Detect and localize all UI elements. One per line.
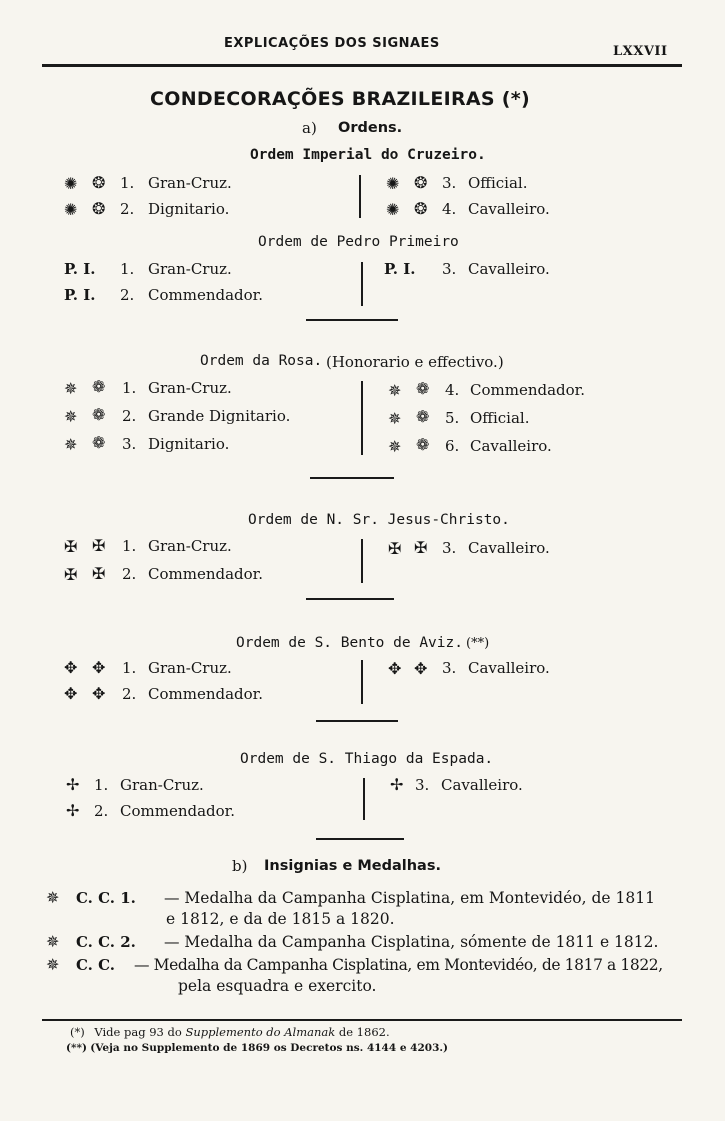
thiago-label-2: Commendador. (120, 802, 235, 820)
aviz-num-2: 2. (122, 685, 137, 703)
cruzeiro-label-3: Official. (468, 174, 528, 192)
section-b-letter: b) (232, 857, 248, 875)
cruzeiro-label-1: Gran-Cruz. (148, 174, 232, 192)
pedro-num-1: 1. (120, 260, 135, 278)
cruzeiro-label-4: Cavalleiro. (468, 200, 550, 218)
aviz-cross-icon: ✥ (64, 658, 78, 677)
rosa-num-3: 3. (122, 435, 137, 453)
rose-star-icon: ✵ (388, 381, 402, 400)
rose-badge-icon: ❁ (416, 379, 430, 398)
pedro-title: Ordem de Pedro Primeiro (258, 234, 459, 250)
cruzeiro-medal-icon: ❂ (92, 199, 106, 218)
pedro-abbr: P. I. (64, 260, 96, 278)
footnote-1-italic: Supplemento do Almanak (185, 1025, 336, 1039)
christ-cross-icon: ✠ (388, 539, 402, 558)
sword-cross-icon: ✢ (66, 775, 80, 794)
section-b-heading: Insignias e Medalhas. (264, 858, 441, 874)
medal-code-3: C. C. (76, 956, 116, 974)
column-divider (361, 262, 363, 306)
christo-label-1: Gran-Cruz. (148, 537, 232, 555)
cruzeiro-title: Ordem Imperial do Cruzeiro. (250, 147, 486, 163)
aviz-label-2: Commendador. (148, 685, 263, 703)
aviz-num-3: 3. (442, 659, 457, 677)
medal-desc-3: — Medalha da Campanha Cisplatina, em Montevidéo, de 1817 a 1822, (134, 956, 663, 974)
header-rule (42, 64, 682, 67)
rosa-label-6: Cavalleiro. (470, 437, 552, 455)
page-title: CONDECORAÇÕES BRAZILEIRAS (*) (150, 88, 531, 110)
aviz-num-1: 1. (122, 659, 137, 677)
aviz-cross-icon: ✥ (92, 684, 106, 703)
medal-cross-icon: ✵ (46, 932, 60, 951)
cruzeiro-medal-icon: ❂ (414, 173, 428, 192)
section-rule (306, 598, 394, 600)
rosa-label-2: Grande Dignitario. (148, 407, 291, 425)
cruzeiro-star-icon: ✺ (386, 200, 400, 219)
christ-cross-icon: ✠ (64, 537, 78, 556)
medal-desc-1: — Medalha da Campanha Cisplatina, em Montevidéo, de 1811 (164, 889, 655, 907)
pedro-abbr: P. I. (384, 260, 416, 278)
thiago-num-3: 3. (415, 776, 430, 794)
christo-label-2: Commendador. (148, 565, 263, 583)
aviz-title: Ordem de S. Bento de Aviz. (236, 635, 463, 651)
footnote-1-pre: Vide pag 93 do (94, 1025, 182, 1039)
running-header: EXPLICAÇÕES DOS SIGNAES (224, 36, 440, 51)
section-a-heading: Ordens. (338, 120, 403, 136)
cruzeiro-star-icon: ✺ (64, 200, 78, 219)
pedro-label-2: Commendador. (148, 286, 263, 304)
rose-badge-icon: ❁ (92, 377, 106, 396)
rose-badge-icon: ❁ (416, 435, 430, 454)
medal-desc-1b: e 1812, e da de 1815 a 1820. (166, 910, 395, 928)
rosa-num-2: 2. (122, 407, 137, 425)
cruzeiro-star-icon: ✺ (64, 174, 78, 193)
christo-num-1: 1. (122, 537, 137, 555)
thiago-num-2: 2. (94, 802, 109, 820)
footnote-2 (66, 1042, 448, 1054)
footnote-2-pre: (Veja no Supplemento de 1869 os Decretos ns. 4144 e 4203.) (90, 1042, 449, 1054)
cruzeiro-num-3: 3. (442, 174, 457, 192)
rose-star-icon: ✵ (388, 409, 402, 428)
column-divider (361, 539, 363, 583)
cruzeiro-medal-icon: ❂ (92, 173, 106, 192)
medal-cross-icon: ✵ (46, 888, 60, 907)
rosa-label-3: Dignitario. (148, 435, 230, 453)
rose-badge-icon: ❁ (416, 407, 430, 426)
sword-cross-icon: ✢ (390, 775, 404, 794)
rosa-num-1: 1. (122, 379, 137, 397)
cruzeiro-label-2: Dignitario. (148, 200, 230, 218)
christo-num-3: 3. (442, 539, 457, 557)
christo-num-2: 2. (122, 565, 137, 583)
section-a-letter: a) (302, 119, 317, 137)
pedro-label-1: Gran-Cruz. (148, 260, 232, 278)
christ-cross-icon: ✠ (92, 536, 106, 555)
medal-code-2: C. C. 2. (76, 933, 136, 951)
christ-cross-icon: ✠ (414, 538, 428, 557)
rose-badge-icon: ❁ (92, 405, 106, 424)
pedro-num-2: 2. (120, 286, 135, 304)
column-divider (359, 175, 361, 218)
page-number: LXXVII (613, 44, 668, 59)
aviz-cross-icon: ✥ (414, 659, 428, 678)
aviz-label-1: Gran-Cruz. (148, 659, 232, 677)
column-divider (361, 660, 363, 704)
column-divider (361, 381, 363, 455)
thiago-num-1: 1. (94, 776, 109, 794)
aviz-label-3: Cavalleiro. (468, 659, 550, 677)
footnote-1-post: de 1862. (338, 1025, 390, 1039)
christo-title: Ordem de N. Sr. Jesus-Christo. (248, 512, 510, 528)
medal-cross-icon: ✵ (46, 955, 60, 974)
rosa-label-1: Gran-Cruz. (148, 379, 232, 397)
sword-cross-icon: ✢ (66, 801, 80, 820)
section-rule (316, 720, 398, 722)
rose-star-icon: ✵ (64, 407, 78, 426)
thiago-label-1: Gran-Cruz. (120, 776, 204, 794)
thiago-title: Ordem de S. Thiago da Espada. (240, 751, 494, 767)
rosa-num-6: 6. (445, 437, 460, 455)
medal-desc-2: — Medalha da Campanha Cisplatina, sómente de 1811 e 1812. (164, 933, 659, 951)
aviz-note: (**) (466, 636, 490, 651)
cruzeiro-num-4: 4. (442, 200, 457, 218)
thiago-label-3: Cavalleiro. (441, 776, 523, 794)
christ-cross-icon: ✠ (92, 564, 106, 583)
rose-badge-icon: ❁ (92, 433, 106, 452)
rosa-subtitle: (Honorario e effectivo.) (326, 353, 504, 371)
rosa-label-5: Official. (470, 409, 530, 427)
pedro-num-3: 3. (442, 260, 457, 278)
aviz-cross-icon: ✥ (388, 659, 402, 678)
rose-star-icon: ✵ (64, 379, 78, 398)
cruzeiro-star-icon: ✺ (386, 174, 400, 193)
pedro-label-3: Cavalleiro. (468, 260, 550, 278)
cruzeiro-medal-icon: ❂ (414, 199, 428, 218)
christo-label-3: Cavalleiro. (468, 539, 550, 557)
pedro-abbr: P. I. (64, 286, 96, 304)
section-rule (306, 319, 398, 321)
footnote-1 (70, 1025, 390, 1039)
rosa-title: Ordem da Rosa. (200, 353, 323, 369)
footnote-rule (42, 1019, 682, 1021)
footnote-1-mark: (*) (70, 1025, 85, 1039)
column-divider (363, 778, 365, 820)
section-rule (316, 838, 404, 840)
rose-star-icon: ✵ (64, 435, 78, 454)
aviz-cross-icon: ✥ (64, 684, 78, 703)
section-rule (310, 477, 394, 479)
medal-desc-3b: pela esquadra e exercito. (178, 977, 377, 995)
rosa-num-5: 5. (445, 409, 460, 427)
cruzeiro-num-2: 2. (120, 200, 135, 218)
rose-star-icon: ✵ (388, 437, 402, 456)
aviz-cross-icon: ✥ (92, 658, 106, 677)
cruzeiro-num-1: 1. (120, 174, 135, 192)
rosa-num-4: 4. (445, 381, 460, 399)
footnote-2-mark: (**) (66, 1042, 87, 1054)
medal-code-1: C. C. 1. (76, 889, 136, 907)
rosa-label-4: Commendador. (470, 381, 585, 399)
christ-cross-icon: ✠ (64, 565, 78, 584)
